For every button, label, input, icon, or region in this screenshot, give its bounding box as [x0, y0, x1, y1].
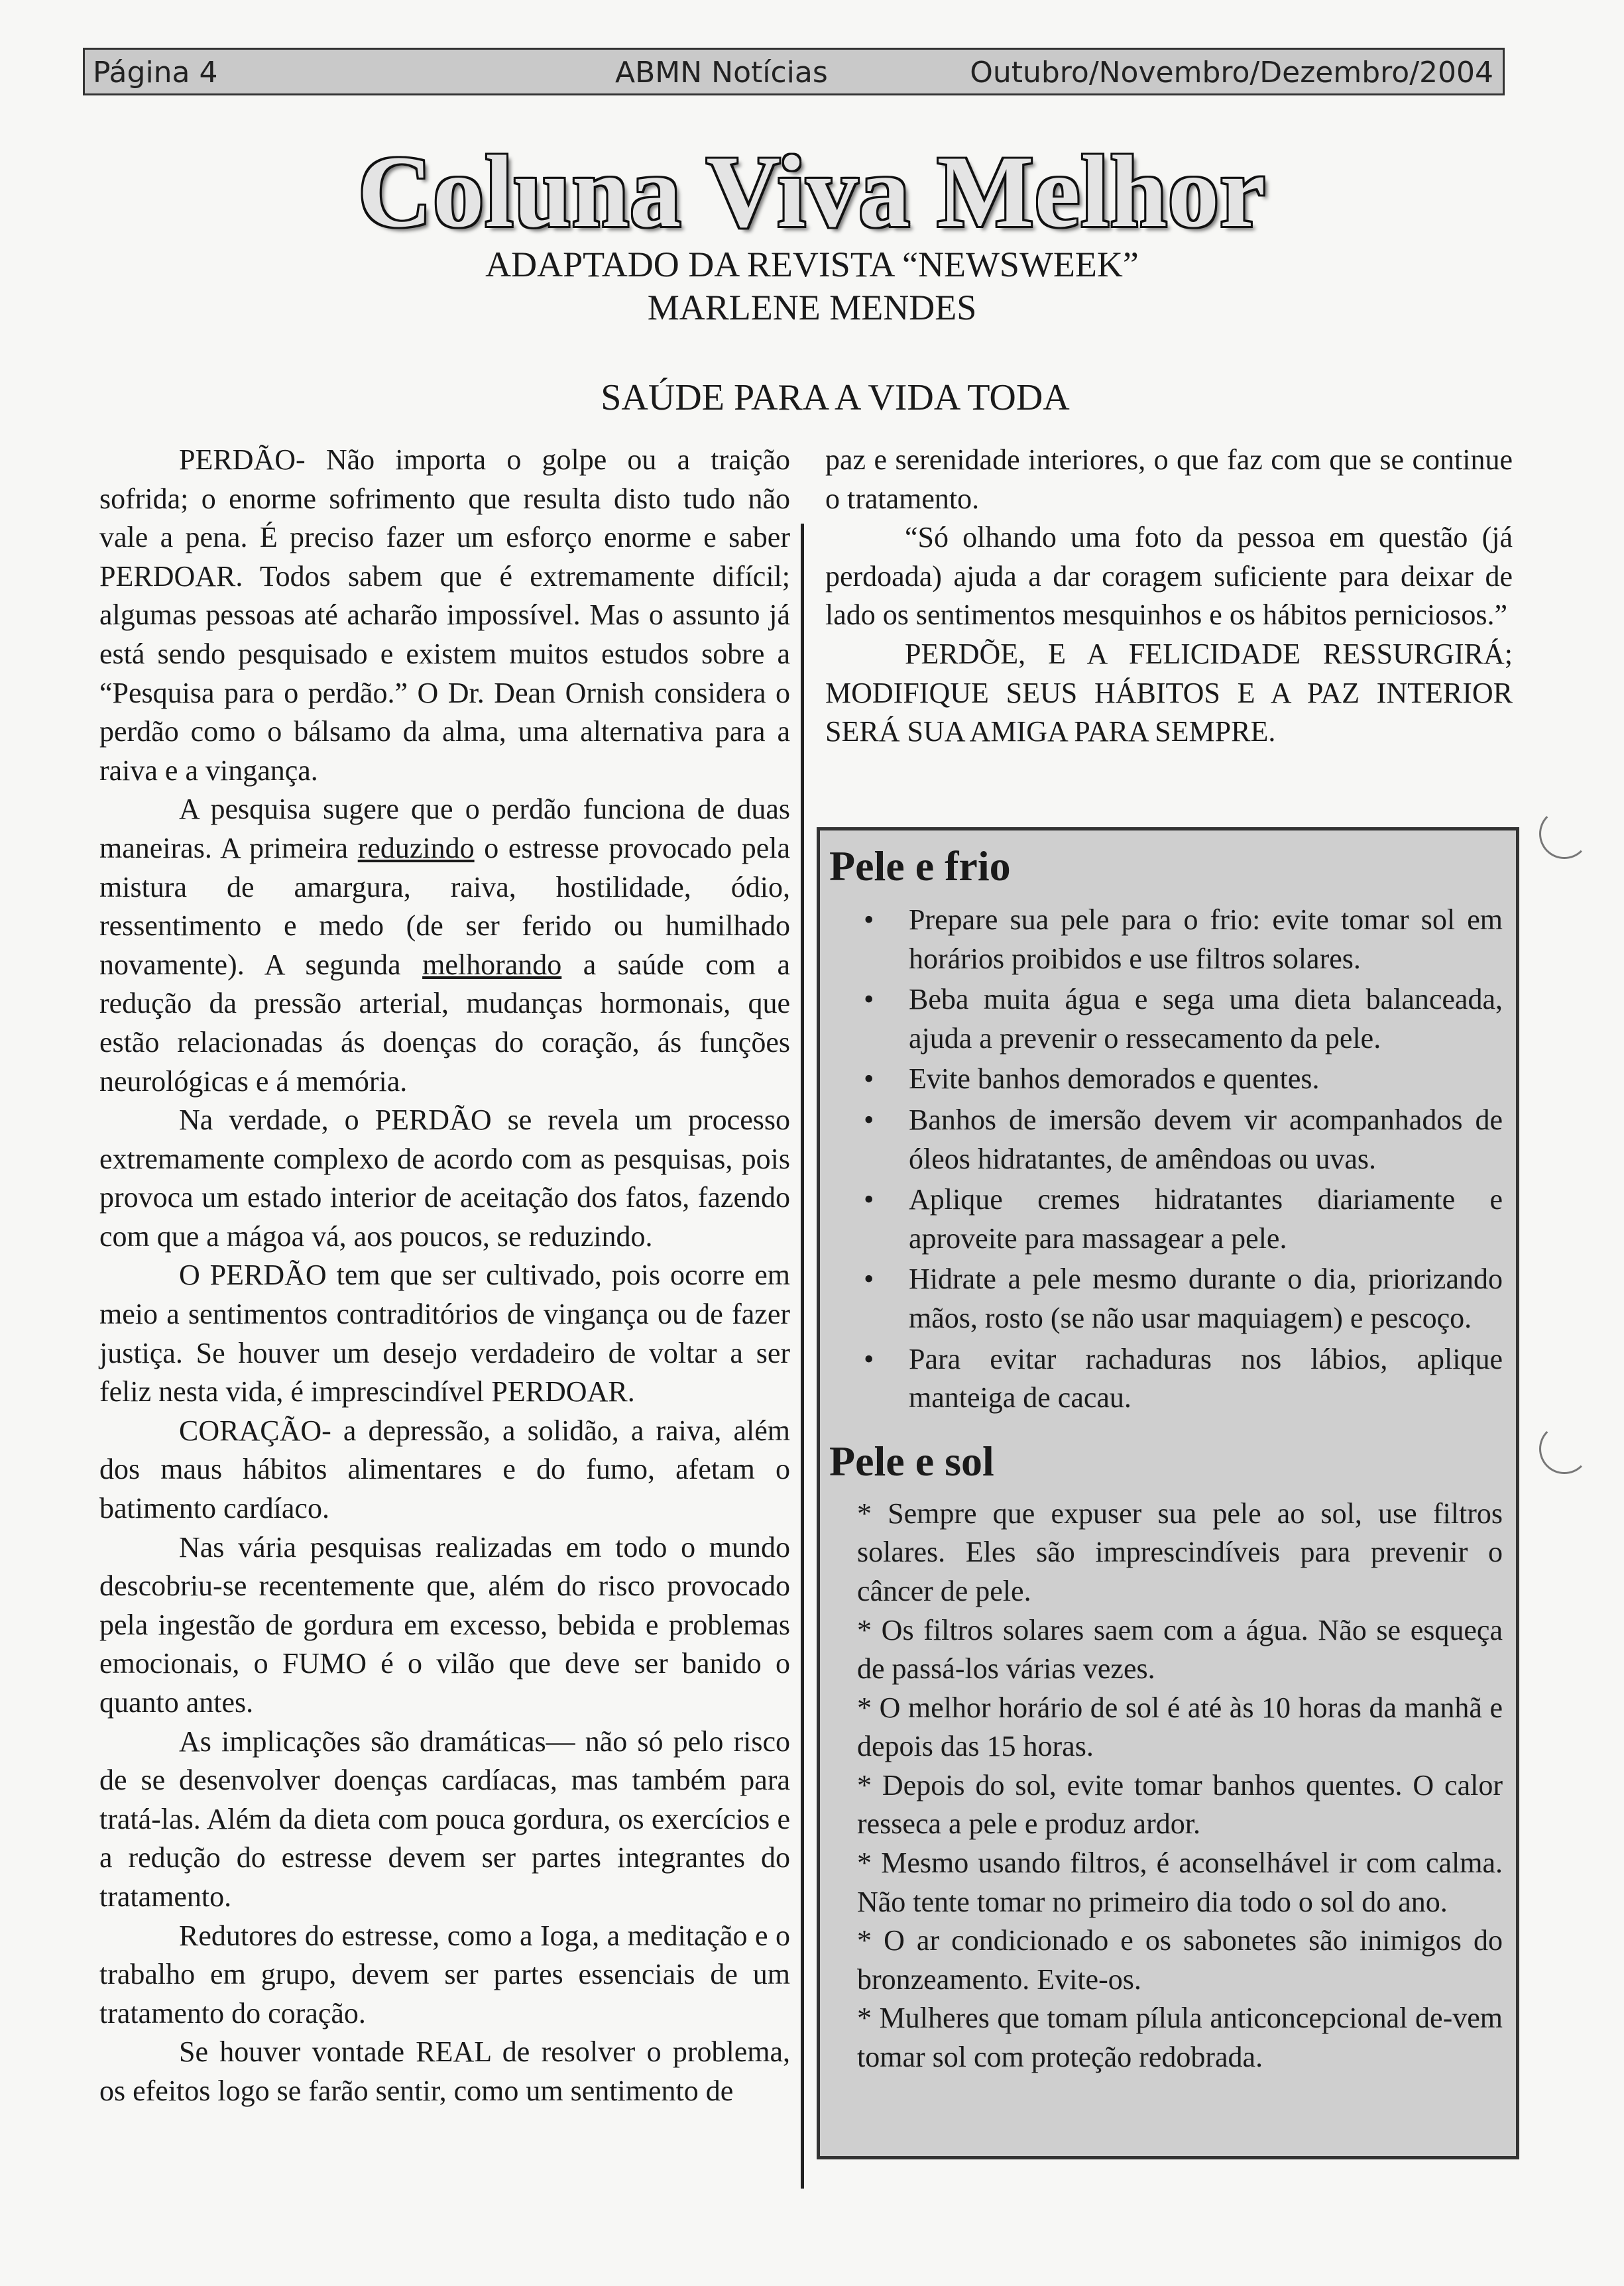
tip-item: * Os filtros solares saem com a água. Não se esqueça de passá-los várias vezes. [857, 1613, 1503, 1686]
list-item: • Beba muita água e sega uma dieta balanceada, ajuda a prevenir o ressecamento da pele. [829, 980, 1503, 1058]
paragraph: O PERDÃO tem que ser cultivado, pois ocorre em meio a sentimentos contraditórios de vingança ou de fazer justiça. Se houver um desejo verdadeiro de voltar a ser feliz nesta vida, é imprescindível PERDOAR. [99, 1259, 790, 1408]
tip-item: * Mesmo usando filtros, é aconselhável ir com calma. Não tente tomar no primeiro dia todo o sol do ano. [857, 1847, 1503, 1918]
bullet-icon: • [864, 1062, 874, 1096]
list-item: • Banhos de imersão devem vir acompanhados de óleos hidratantes, de amêndoas ou uvas. [829, 1101, 1503, 1178]
bullet-icon: • [864, 1103, 874, 1136]
issue-date: Outubro/Novembro/Dezembro/2004 [970, 56, 1493, 89]
paragraph: Na verdade, o PERDÃO se revela um processo extremamente complexo de acordo com as pesquisas, pois provoca um estado interior de aceitação dos fatos, fazendo com que a mágoa vá, aos poucos, se reduzindo. [99, 1104, 790, 1253]
page-number: Página 4 [93, 56, 218, 89]
paragraph: PERDÃO- Não importa o golpe ou a traição sofrida; o enorme sofrimento que resulta disto tudo não vale a pena. É preciso fazer um esforço enorme e saber PERDOAR. Todos sabem que é extremamente difícil; algumas pessoas até acharão impossível. Mas o assunto já está sendo pesquisado e existem muitos estudos sobre a “Pesquisa para o perdão.” O Dr. Dean Ornish considera o perdão como o bálsamo da alma, uma alternativa para a raiva e a vingança. [99, 443, 790, 787]
left-column [99, 441, 790, 2111]
sun-tips-list [829, 1495, 1503, 2077]
paragraph: A pesquisa sugere que o perdão funciona de duas maneiras. A primeira reduzindo o estresse provocado pela mistura de amargura, raiva, hostilidade, ódio, ressentimento e medo (de ser ferido ou humilhado novamente). A segunda melhorando a saúde com a redução da pressão arterial, mudanças hormonais, que estão relacionadas ás doenças do coração, ás funções neurológicas e á memória. [99, 793, 790, 1098]
tip-item: * Sempre que expuser sua pele ao sol, use filtros solares. Eles são imprescindíveis para prevenir o câncer de pele. [857, 1497, 1503, 1607]
paragraph: CORAÇÃO- a depressão, a solidão, a raiva, além dos maus hábitos alimentares e do fumo, afetam o batimento cardíaco. [99, 1414, 790, 1525]
right-column [825, 441, 1513, 752]
paragraph: paz e serenidade interiores, o que faz com que se continue o tratamento. [825, 443, 1513, 515]
box-heading-cold: Pele e frio [829, 842, 1011, 889]
publication-name: ABMN Notícias [615, 56, 828, 89]
paragraph: Nas vária pesquisas realizadas em todo o mundo descobriu-se recentemente que, além do risco provocado pela ingestão de gordura em excesso, bebida e problemas emocionais, o FUMO é o vilão que deve ser banido o quanto antes. [99, 1530, 790, 1719]
closing-paragraph: PERDÕE, E A FELICIDADE RESSURGIRÁ; MODIFIQUE SEUS HÁBITOS E A PAZ INTERIOR SERÁ SUA AMIGA PARA SEMPRE. [825, 637, 1513, 748]
binder-hole-mark [1539, 809, 1590, 859]
source-credit: ADAPTADO DA REVISTA “NEWSWEEK” [485, 245, 1139, 284]
paragraph: As implicações são dramáticas— não só pelo risco de se desenvolver doenças cardíacas, mas também para tratá-las. Além da dieta com pouca gordura, os exercícios e a redução do estresse devem ser partes integrantes do tratamento. [99, 1725, 790, 1913]
cold-tips-list [829, 901, 1503, 1418]
tip-item: * Depois do sol, evite tomar banhos quentes. O calor resseca a pele e produz ardor. [857, 1768, 1503, 1841]
box-heading-sun: Pele e sol [829, 1437, 994, 1485]
skin-care-box [817, 827, 1519, 2159]
tip-item: * O ar condicionado e os sabonetes são inimigos do bronzeamento. Evite-os. [857, 1924, 1503, 1996]
tip-item: * O melhor horário de sol é até às 10 horas da manhã e depois das 15 horas. [857, 1691, 1503, 1763]
author-name: MARLENE MENDES [647, 288, 977, 327]
list-item: • Hidrate a pele mesmo durante o dia, priorizando mãos, rosto (se não usar maquiagem) e pescoço. [829, 1260, 1503, 1338]
tip-item: * Mulheres que tomam pílula anticoncepcional de-vem tomar sol com proteção redobrada. [857, 2002, 1503, 2074]
bullet-icon: • [864, 1183, 874, 1216]
list-item: • Para evitar rachaduras nos lábios, aplique manteiga de cacau. [829, 1340, 1503, 1418]
list-item: • Prepare sua pele para o frio: evite tomar sol em horários proibidos e use filtros solares. [829, 901, 1503, 978]
paragraph: Se houver vontade REAL de resolver o problema, os efeitos logo se farão sentir, como um sentimento de [99, 2035, 790, 2107]
binder-hole-mark [1539, 1424, 1590, 1474]
section-heading: SAÚDE PARA A VIDA TODA [601, 377, 1070, 418]
list-item: • Aplique cremes hidratantes diariamente e aproveite para massagear a pele. [829, 1180, 1503, 1258]
bullet-icon: • [864, 1263, 874, 1296]
page-header [83, 48, 1505, 95]
bullet-icon: • [864, 903, 874, 936]
column-divider [801, 524, 804, 2189]
column-title: Coluna Viva Melhor [357, 135, 1266, 249]
list-item: • Evite banhos demorados e quentes. [829, 1060, 1503, 1099]
quote-paragraph: “Só olhando uma foto da pessoa em questão (já perdoada) ajuda a dar coragem suficiente para deixar de lado os sentimentos mesquinhos e os hábitos perniciosos.” [825, 521, 1513, 632]
bullet-icon: • [864, 983, 874, 1016]
paragraph: Redutores do estresse, como a Ioga, a meditação e o trabalho em grupo, devem ser partes essenciais de um tratamento do coração. [99, 1919, 790, 2029]
bullet-icon: • [864, 1342, 874, 1375]
